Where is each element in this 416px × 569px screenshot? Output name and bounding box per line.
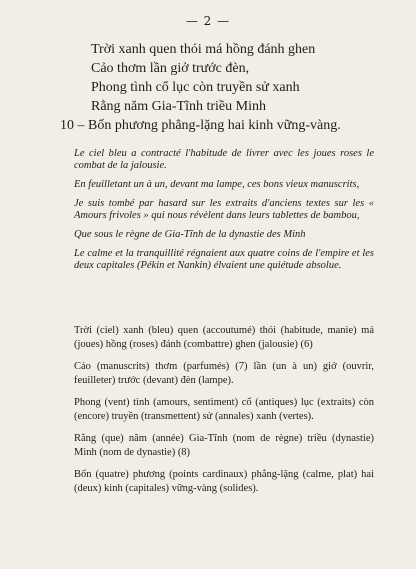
- french-paragraph: Le ciel bleu a contracté l'habitude de livrer avec les joues roses le combat de la jalousie.: [74, 148, 374, 171]
- french-paragraph: En feuilletant un à un, devant ma lampe, ces bons vieux manuscrits,: [74, 179, 360, 190]
- poem-line: Trời xanh quen thói má hồng đánh ghen: [91, 42, 316, 57]
- poem-line: 10 – Bốn phương phẳng-lặng hai kinh vững-vàng.: [60, 118, 341, 133]
- glossary-paragraph: Cảo (manuscrits) thơm (parfumés) (7) lần (un à un) giở (ouvrir, feuilleter) trước (devant) đèn (lampe).: [74, 361, 374, 386]
- french-paragraph: Je suis tombé par hasard sur les extraits d'anciens textes sur les « Amours frivoles » qui nous révèlent dans leurs tablettes de bambou,: [74, 198, 374, 221]
- french-paragraph: Que sous le règne de Gia-Tĩnh de la dynastie des Minh: [74, 229, 306, 240]
- poem-line: Phong tình cổ lục còn truyền sử xanh: [91, 80, 300, 95]
- page-number: — 2 —: [185, 14, 231, 28]
- french-translation: [74, 148, 374, 279]
- glossary-paragraph: Bốn (quatre) phương (points cardinaux) phẳng-lặng (calme, plat) hai (deux) kinh (capitales) vững-vàng (solides).: [74, 469, 374, 494]
- glossary-paragraph: Trời (ciel) xanh (bleu) quen (accoutumé) thói (habitude, manie) má (joues) hồng (roses) đánh (combattre) ghen (jalousie) (6): [74, 325, 374, 350]
- word-glossary: [74, 324, 374, 504]
- poem-line: Rằng năm Gia-Tĩnh triều Minh: [91, 99, 266, 114]
- glossary-paragraph: Phong (vent) tình (amours, sentiment) cổ (antiques) lục (extraits) còn (encore) truyền (transmettent) sử (annales) xanh (vertes).: [74, 397, 374, 422]
- glossary-paragraph: Rằng (que) năm (année) Gia-Tĩnh (nom de règne) triều (dynastie) Minh (nom de dynastie) (8): [74, 433, 374, 458]
- french-paragraph: Le calme et la tranquillité régnaient aux quatre coins de l'empire et les deux capitales (Pékin et Nankin) élvaient une quiétude absolue.: [74, 248, 374, 271]
- poem-line: Cảo thơm lần giở trước đèn,: [91, 61, 250, 76]
